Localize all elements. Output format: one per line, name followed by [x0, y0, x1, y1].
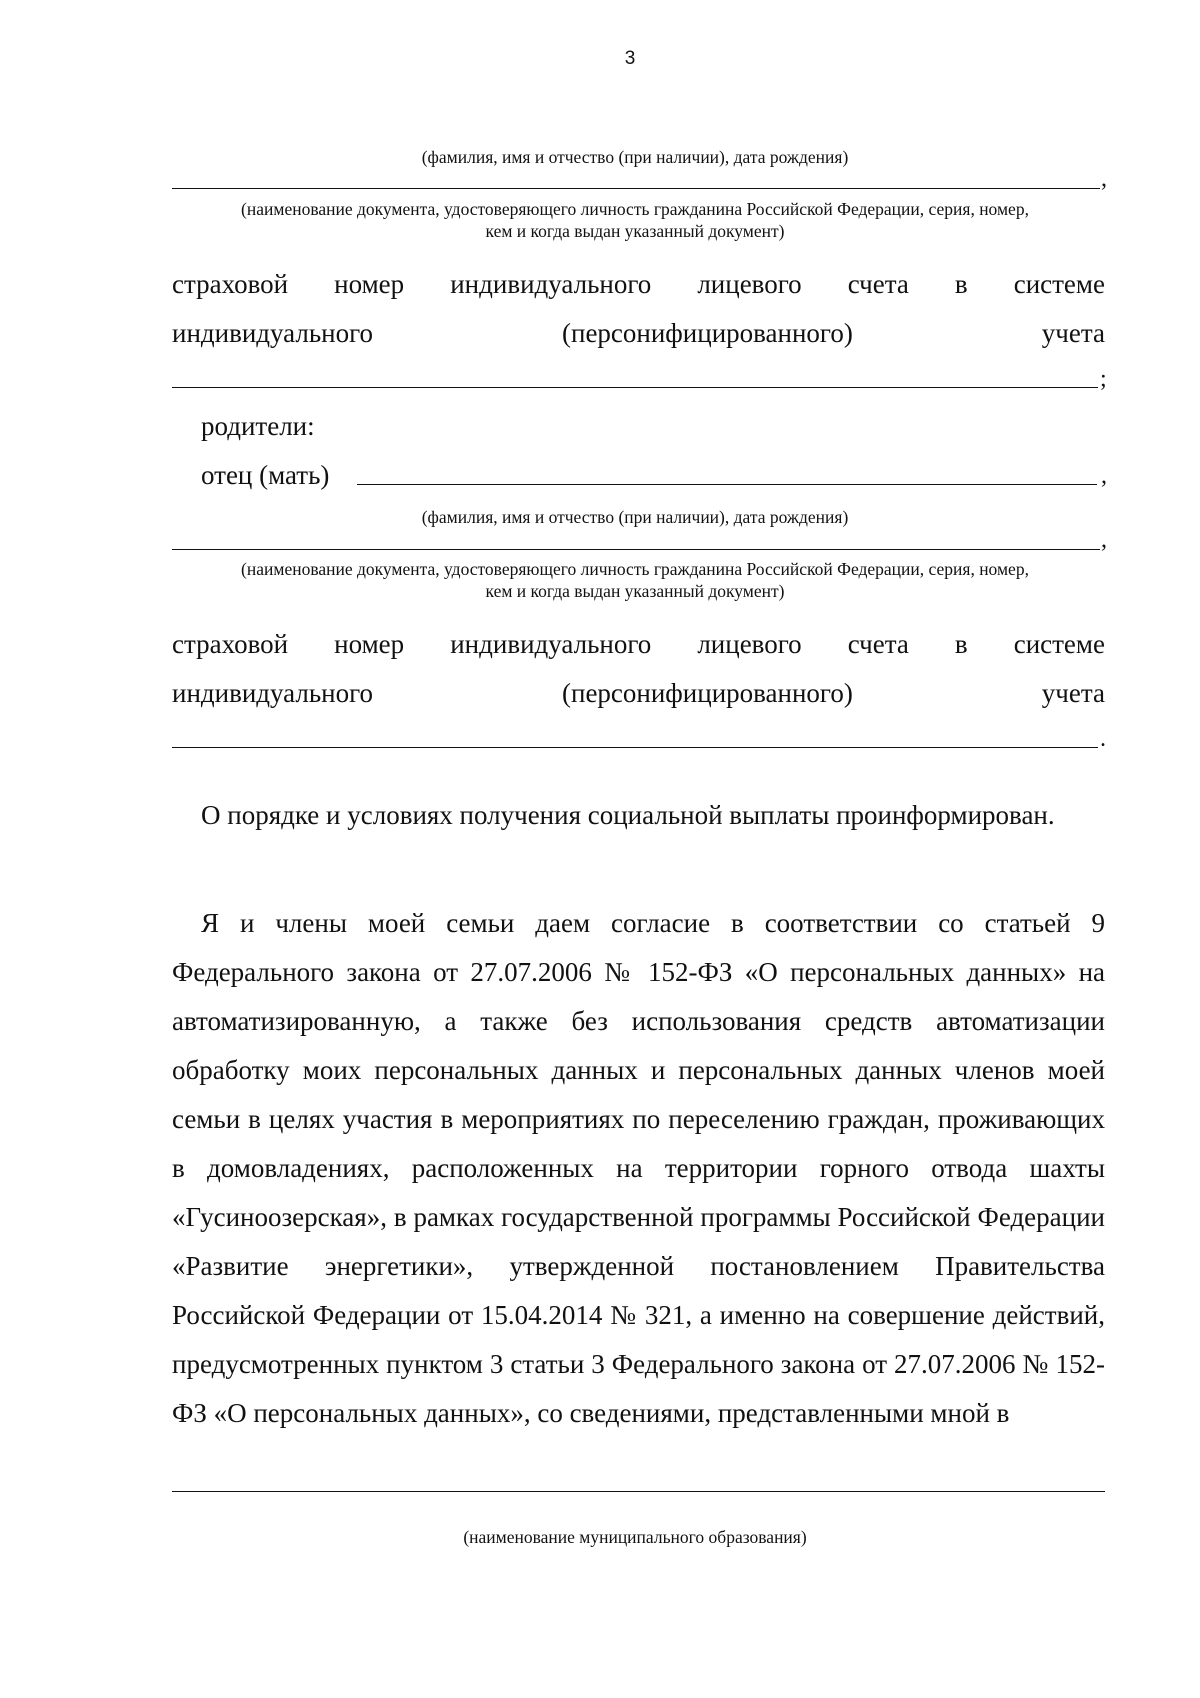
father-mother-blank[interactable]	[357, 484, 1097, 485]
word: индивидуального	[450, 269, 652, 299]
caption-identity-document-line2: кем и когда выдан указанный документ)	[485, 221, 785, 241]
comma-mark: ,	[1101, 527, 1107, 553]
word: (персонифицированного)	[562, 318, 853, 348]
caption-identity-document-line1: (наименование документа, удостоверяющего личность гражданина Российской Федерации, серия, номер,	[241, 559, 1029, 579]
word: счета	[847, 629, 909, 659]
identity-document-blank[interactable]	[172, 188, 1100, 189]
caption-identity-document-line1: (наименование документа, удостоверяющего личность гражданина Российской Федерации, серия, номер,	[241, 199, 1029, 219]
caption-identity-document-line2: кем и когда выдан указанный документ)	[485, 581, 785, 601]
comma-mark: ,	[1101, 463, 1107, 489]
word: лицевого	[697, 269, 802, 299]
identity-document-blank[interactable]	[172, 549, 1100, 550]
word: индивидуального	[450, 629, 652, 659]
word: индивидуального	[172, 678, 374, 708]
comma-mark: ,	[1101, 166, 1107, 192]
word: учета	[1041, 678, 1105, 708]
caption-fio: (фамилия, имя и отчество (при наличии), дата рождения)	[421, 507, 849, 527]
snils-text-line2	[172, 316, 1105, 350]
word: учета	[1041, 318, 1105, 348]
word: страховой	[172, 269, 289, 299]
word: (персонифицированного)	[562, 678, 853, 708]
parents-label: родители:	[201, 411, 315, 441]
snils-blank[interactable]	[172, 387, 1098, 388]
word: системе	[1013, 629, 1105, 659]
word: номер	[334, 629, 405, 659]
period-mark: .	[1100, 726, 1106, 752]
word: в	[954, 629, 968, 659]
snils-text-line1	[172, 267, 1105, 301]
snils-text-line1	[172, 627, 1105, 661]
word: лицевого	[697, 629, 802, 659]
municipality-blank[interactable]	[172, 1491, 1105, 1492]
word: индивидуального	[172, 318, 374, 348]
word: счета	[847, 269, 909, 299]
semicolon-mark: ;	[1100, 366, 1107, 392]
word: номер	[334, 269, 405, 299]
word: системе	[1013, 269, 1105, 299]
consent-paragraph: Я и члены моей семьи даем согласие в соответствии со статьей 9 Федерального закона от 27.07.2006 № 152-ФЗ «О персональных данных» на автоматизированную, а также без использования средств автоматизации обработку моих персональных данных и персональных данных членов моей семьи в целях участия в мероприятиях по переселению граждан, проживающих в домовладениях, расположенных на территории горного отвода шахты «Гусиноозерская», в рамках государственной программы Российской Федерации «Развитие энергетики», утвержденной постановлением Правительства Российской Федерации от 15.04.2014 № 321, а именно на совершение действий, предусмотренных пунктом 3 статьи 3 Федерального закона от 27.07.2006 № 152-ФЗ «О персональных данных», со сведениями, представленными мной в	[172, 908, 1105, 1428]
word: в	[954, 269, 968, 299]
word: страховой	[172, 629, 289, 659]
caption-municipality: (наименование муниципального образования)	[463, 1527, 807, 1547]
snils-blank[interactable]	[172, 747, 1098, 748]
informed-statement: О порядке и условиях получения социальной выплаты проинформирован.	[201, 800, 1055, 830]
father-mother-label: отец (мать)	[201, 460, 330, 490]
page-number: 3	[624, 48, 636, 69]
caption-fio: (фамилия, имя и отчество (при наличии), дата рождения)	[421, 147, 849, 167]
snils-text-line2	[172, 676, 1105, 710]
